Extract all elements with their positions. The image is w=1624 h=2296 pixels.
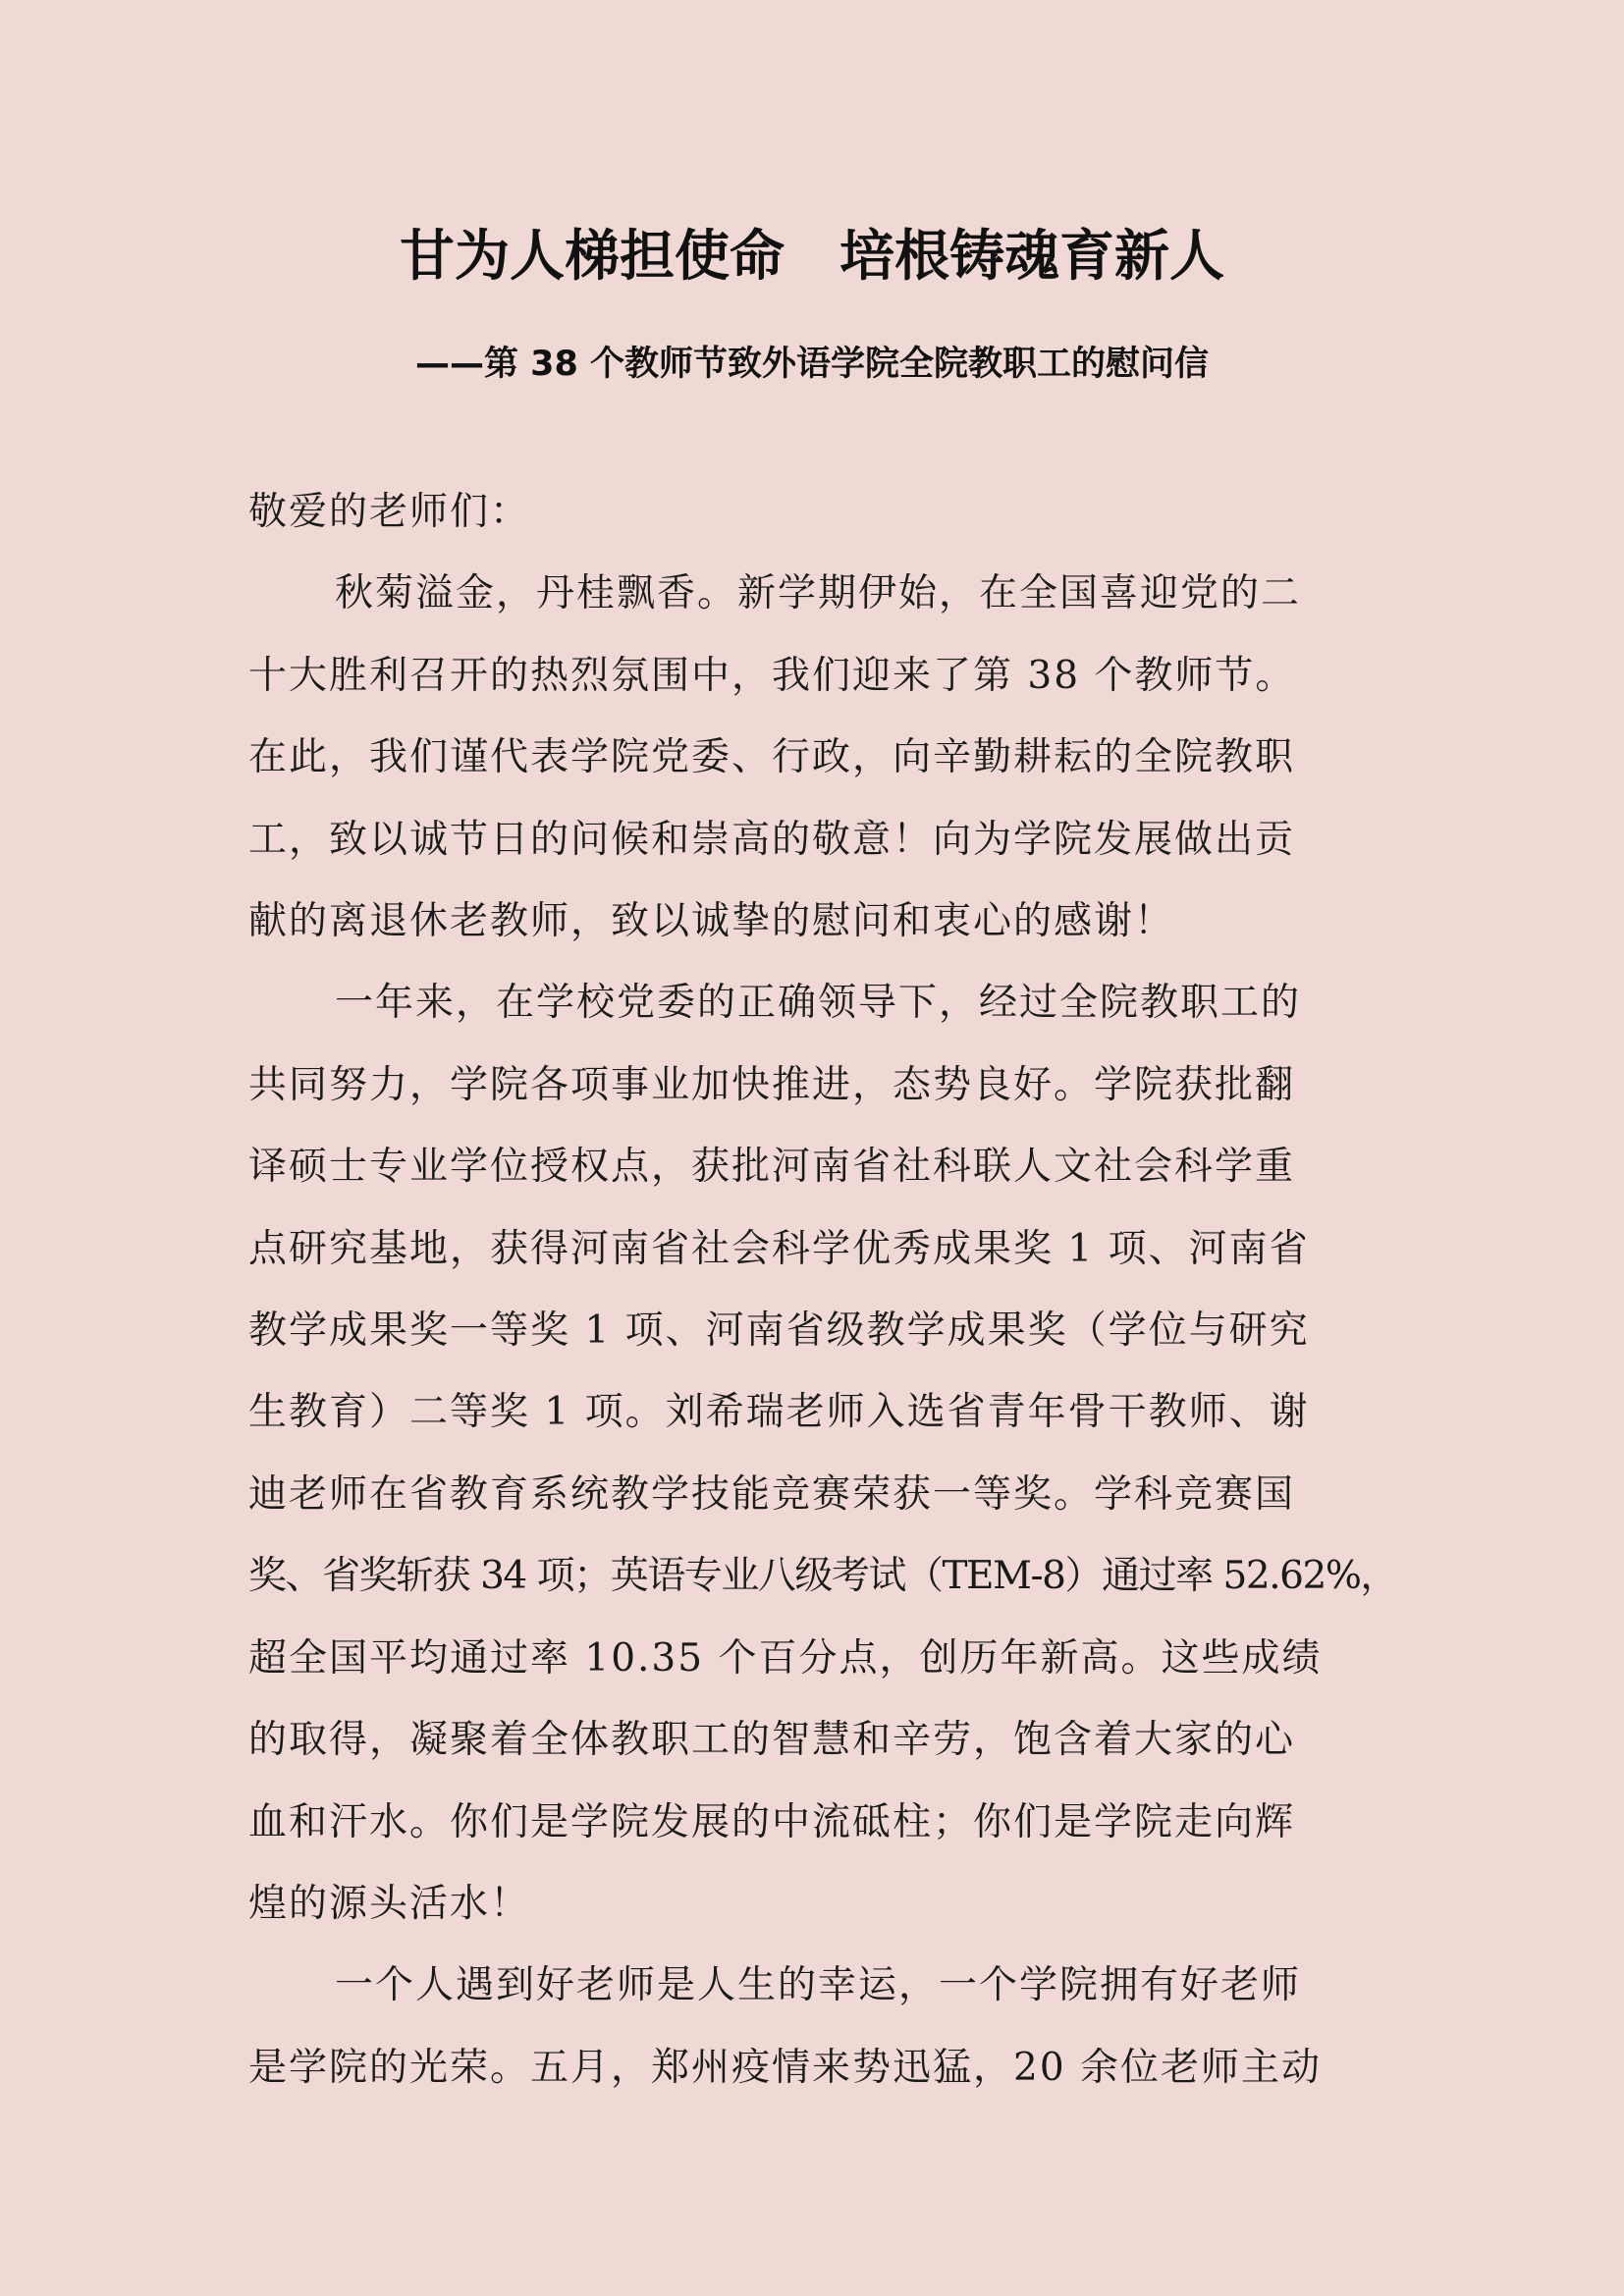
salutation: 敬爱的老师们： xyxy=(248,490,531,534)
body-line: 教学成果奖一等奖 1 项、河南省级教学成果奖（学位与研究 xyxy=(248,1308,1310,1354)
page-subtitle: ——第 38 个教师节致外语学院全院教职工的慰问信 xyxy=(414,345,1210,384)
body-line: 共同努力，学院各项事业加快推进，态势良好。学院获批翻 xyxy=(248,1062,1296,1107)
letter-lines xyxy=(248,553,1397,2109)
body-line: 献的离退休老教师，致以诚挚的慰问和衷心的感谢！ xyxy=(248,899,1175,944)
body-line: 是学院的光荣。五月，郑州疫情来势迅猛，20 余位老师主动 xyxy=(248,2045,1323,2090)
body-line: 译硕士专业学位授权点，获批河南省社科联人文社会科学重 xyxy=(248,1145,1296,1190)
page-title: 甘为人梯担使命 培根铸魂育新人 xyxy=(400,225,1224,289)
body-line: 超全国平均通过率 10.35 个百分点，创历年新高。这些成绩 xyxy=(248,1635,1323,1681)
letter-body xyxy=(248,471,1397,2109)
body-line: 迪老师在省教育系统教学技能竞赛荣获一等奖。学科竞赛国 xyxy=(248,1471,1296,1517)
body-line: 一年来，在学校党委的正确领导下，经过全院教职工的 xyxy=(335,981,1302,1026)
body-line: 工，致以诚节日的问候和崇高的敬意！向为学院发展做出贡 xyxy=(248,817,1296,862)
body-line: 秋菊溢金，丹桂飘香。新学期伊始，在全国喜迎党的二 xyxy=(335,571,1302,616)
body-line: 十大胜利召开的热烈氛围中，我们迎来了第 38 个教师节。 xyxy=(248,653,1296,698)
body-line: 奖、省奖斩获 34 项；英语专业八级考试（TEM-8）通过率 52.62%， xyxy=(248,1554,1397,1599)
body-line: 在此，我们谨代表学院党委、行政，向辛勤耕耘的全院教职 xyxy=(248,735,1296,780)
body-line: 生教育）二等奖 1 项。刘希瑞老师入选省青年骨干教师、谢 xyxy=(248,1390,1310,1435)
body-line: 点研究基地，获得河南省社会科学优秀成果奖 1 项、河南省 xyxy=(248,1226,1310,1271)
body-line: 的取得，凝聚着全体教职工的智慧和辛劳，饱含着大家的心 xyxy=(248,1718,1296,1763)
body-line: 血和汗水。你们是学院发展的中流砥柱；你们是学院走向辉 xyxy=(248,1799,1296,1844)
body-line: 煌的源头活水！ xyxy=(248,1881,531,1926)
body-line: 一个人遇到好老师是人生的幸运，一个学院拥有好老师 xyxy=(335,1963,1302,2008)
